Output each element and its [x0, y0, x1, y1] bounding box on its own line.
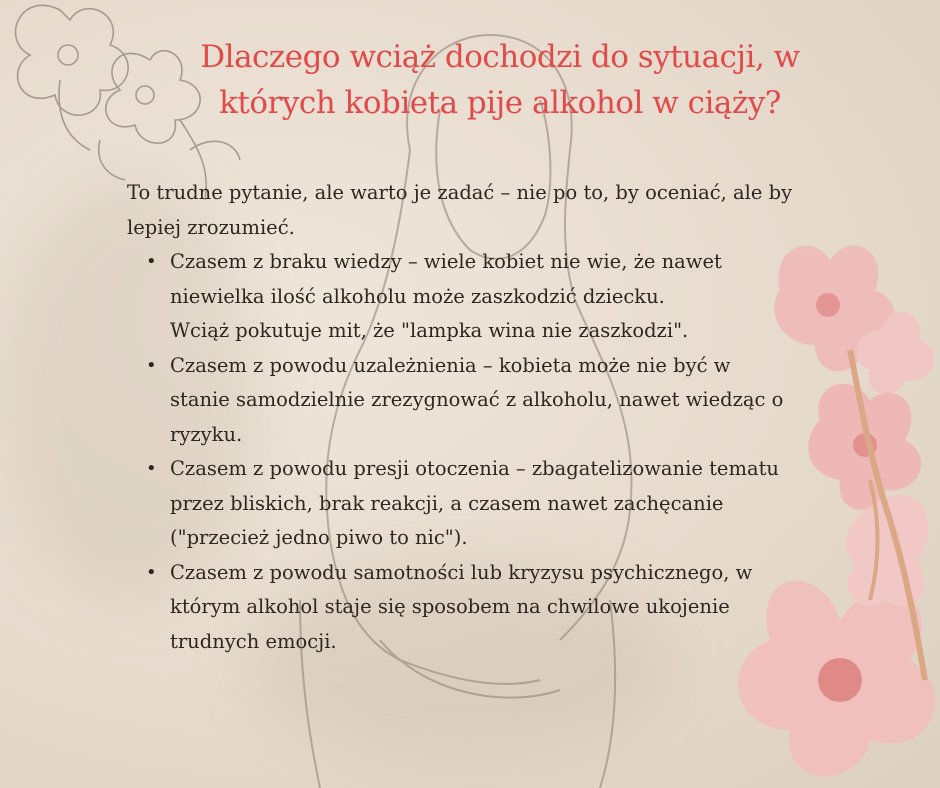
list-item-line: przez bliskich, brak reakcji, a czasem nawet zachęcanie	[170, 491, 724, 515]
intro-line: To trudne pytanie, ale warto je zadać – nie po to, by oceniać, ale by	[127, 181, 793, 204]
list-item-line: niewielka ilość alkoholu może zaszkodzić dziecku.	[170, 284, 665, 308]
page-title	[130, 34, 870, 126]
list-item-line: • Czasem z powodu uzależnienia – kobieta może nie być w	[170, 353, 731, 377]
list-item-line: • Czasem z powodu presji otoczenia – zbagatelizowanie tematu	[170, 457, 779, 480]
list-item-line: • Czasem z powodu samotności lub kryzysu psychicznego, w	[170, 560, 753, 584]
list-item-line: ryzyku.	[170, 422, 243, 446]
intro-paragraph	[127, 176, 877, 245]
title-line-2: których kobieta pije alkohol w ciąży?	[219, 85, 781, 121]
list-item	[170, 349, 877, 453]
list-item-line: stanie samodzielnie zrezygnować z alkoholu, nawet wiedząc o	[170, 388, 784, 411]
intro-line: lepiej zrozumieć.	[127, 215, 295, 239]
list-item	[170, 452, 877, 556]
list-item-line: ("przecież jedno piwo to nic").	[170, 526, 468, 549]
list-item	[170, 556, 877, 660]
list-item-line: • Czasem z braku wiedzy – wiele kobiet nie wie, że nawet	[170, 250, 722, 273]
list-item-line: Wciąż pokutuje mit, że "lampka wina nie zaszkodzi".	[170, 319, 689, 342]
list-item	[170, 245, 877, 349]
list-item-line: trudnych emocji.	[170, 629, 337, 653]
title-line-1: Dlaczego wciąż dochodzi do sytuacji, w	[200, 39, 800, 75]
list-item-line: którym alkohol staje się sposobem na chwilowe ukojenie	[170, 595, 730, 618]
content-body	[127, 176, 877, 659]
reasons-list	[127, 245, 877, 659]
